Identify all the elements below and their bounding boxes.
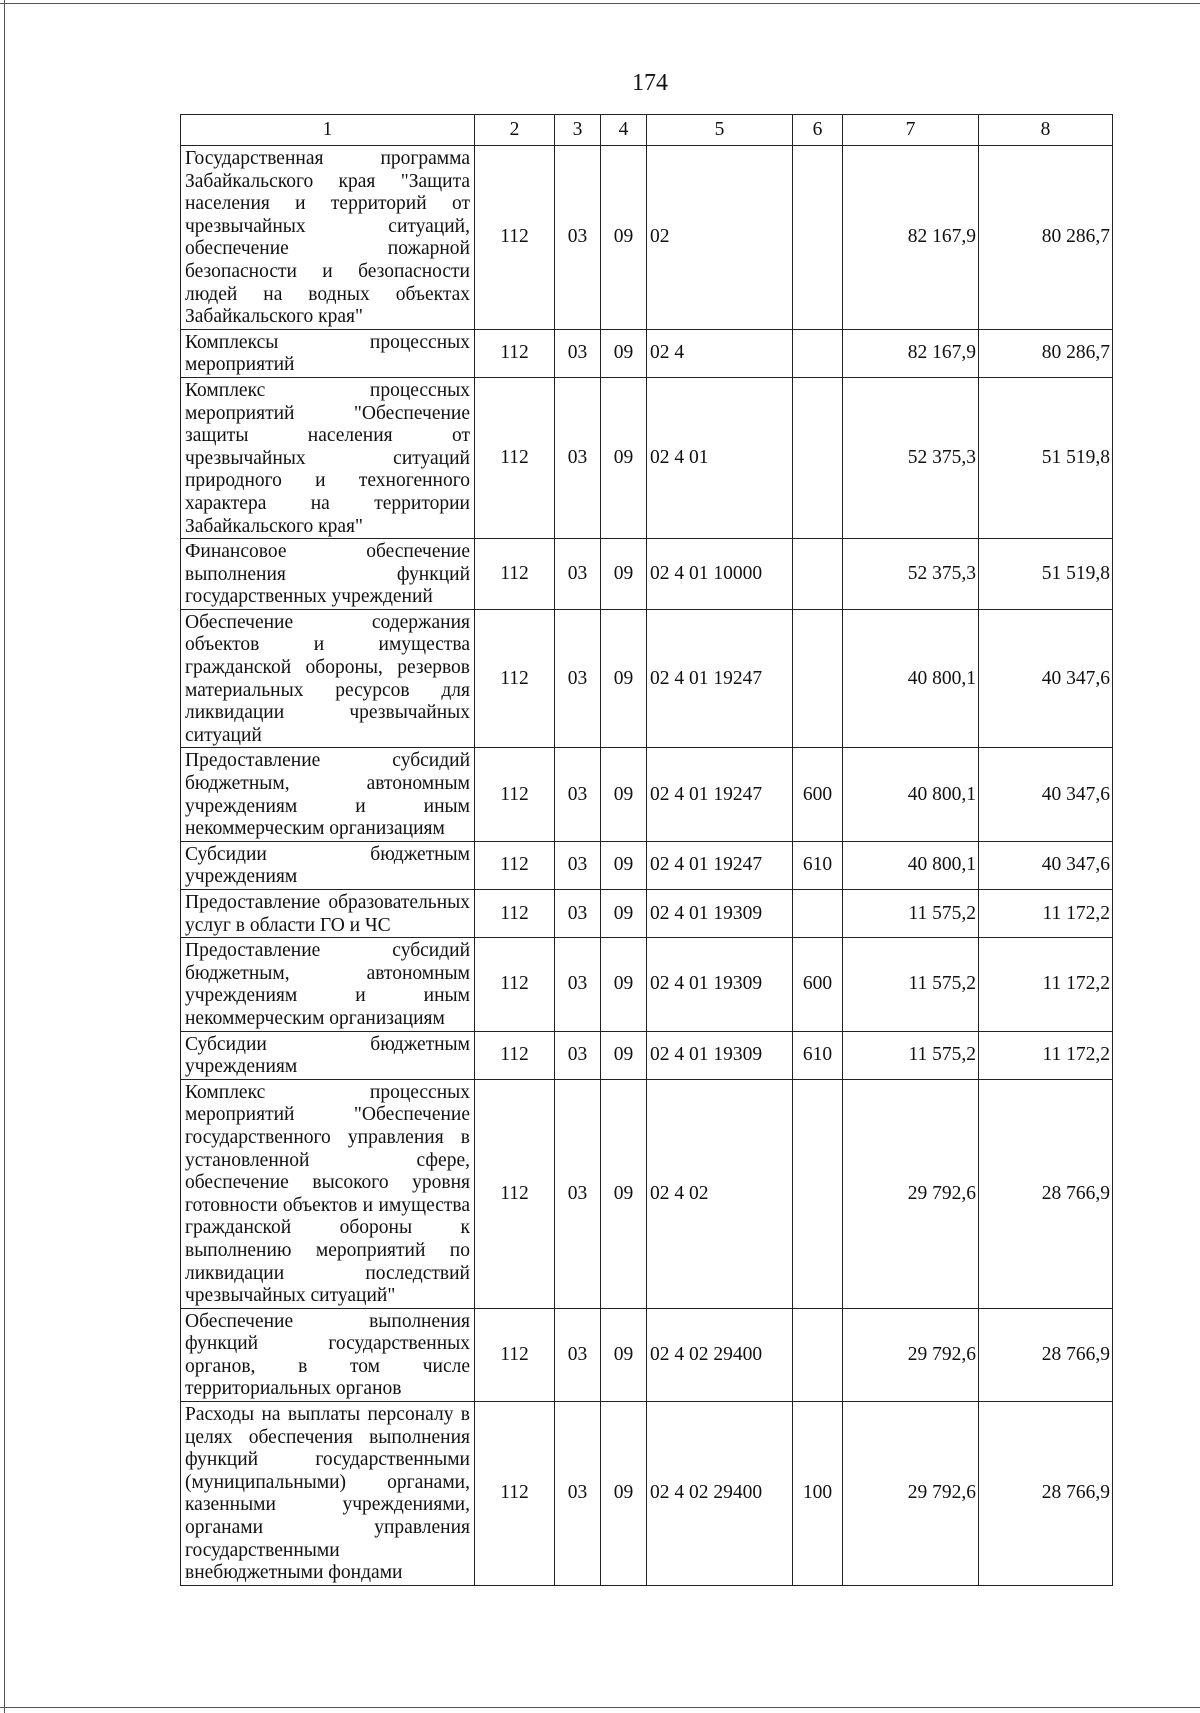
row-name: Комплекс процессных мероприятий "Обеспечение государственного управления в установленной сфере, обеспечение высокого уровня готовности объектов и имущества гражданской обороны к выполнению мероприятий по ликвидации последствий чрезвычайных ситуаций": [181, 1079, 475, 1308]
row-col4: 09: [601, 748, 647, 841]
header-cell-7: 7: [843, 115, 979, 146]
row-col7: 29 792,6: [843, 1402, 979, 1586]
row-col4: 09: [601, 841, 647, 889]
row-col5: 02 4 02 29400: [647, 1402, 793, 1586]
header-cell-8: 8: [979, 115, 1113, 146]
row-col3: 03: [555, 938, 601, 1031]
row-col6: 610: [793, 841, 843, 889]
scan-edge-bottom: [0, 1707, 1200, 1708]
row-col8: 11 172,2: [979, 890, 1113, 938]
row-col7: 40 800,1: [843, 609, 979, 748]
row-col8: 40 347,6: [979, 748, 1113, 841]
row-name: Обеспечение выполнения функций государственных органов, в том числе территориальных органов: [181, 1308, 475, 1401]
table-row: [181, 539, 1113, 610]
row-col5: 02 4 01 19309: [647, 938, 793, 1031]
row-col5: 02 4: [647, 329, 793, 377]
row-col6: 600: [793, 748, 843, 841]
table-row: [181, 1402, 1113, 1586]
row-col8: 28 766,9: [979, 1308, 1113, 1401]
budget-table: [180, 114, 1113, 1586]
row-name: Субсидии бюджетным учреждениям: [181, 841, 475, 889]
row-col8: 11 172,2: [979, 938, 1113, 1031]
table-row: [181, 609, 1113, 748]
row-col2: 112: [475, 146, 555, 330]
row-col4: 09: [601, 1031, 647, 1079]
row-col2: 112: [475, 938, 555, 1031]
row-col2: 112: [475, 1308, 555, 1401]
header-cell-6: 6: [793, 115, 843, 146]
scan-edge-top: [0, 3, 1200, 4]
table-row: [181, 1079, 1113, 1308]
row-col5: 02 4 01 19309: [647, 1031, 793, 1079]
row-col3: 03: [555, 377, 601, 538]
table-row: [181, 938, 1113, 1031]
row-col2: 112: [475, 1031, 555, 1079]
row-col3: 03: [555, 841, 601, 889]
row-col2: 112: [475, 841, 555, 889]
row-col3: 03: [555, 609, 601, 748]
row-col8: 11 172,2: [979, 1031, 1113, 1079]
row-col3: 03: [555, 1031, 601, 1079]
row-col2: 112: [475, 1402, 555, 1586]
row-col3: 03: [555, 1079, 601, 1308]
row-col4: 09: [601, 329, 647, 377]
row-name: Государственная программа Забайкальского края "Защита населения и территорий от чрезвычайных ситуаций, обеспечение пожарной безопасности и безопасности людей на водных объектах Забайкальского края": [181, 146, 475, 330]
row-name: Обеспечение содержания объектов и имущества гражданской обороны, резервов материальных ресурсов для ликвидации чрезвычайных ситуаций: [181, 609, 475, 748]
row-col3: 03: [555, 1402, 601, 1586]
row-col5: 02 4 02: [647, 1079, 793, 1308]
row-col2: 112: [475, 1079, 555, 1308]
table-row: [181, 841, 1113, 889]
row-col5: 02 4 01 19247: [647, 841, 793, 889]
row-col8: 28 766,9: [979, 1079, 1113, 1308]
row-col4: 09: [601, 539, 647, 610]
row-col8: 51 519,8: [979, 539, 1113, 610]
row-col5: 02 4 01 19247: [647, 748, 793, 841]
row-col2: 112: [475, 377, 555, 538]
row-col6: 610: [793, 1031, 843, 1079]
row-name: Комплексы процессных мероприятий: [181, 329, 475, 377]
row-col3: 03: [555, 1308, 601, 1401]
header-cell-1: 1: [181, 115, 475, 146]
row-col4: 09: [601, 146, 647, 330]
table-row: [181, 1308, 1113, 1401]
page-number: 174: [632, 70, 668, 96]
row-col6: [793, 890, 843, 938]
row-col3: 03: [555, 890, 601, 938]
header-row: [181, 115, 1113, 146]
row-col2: 112: [475, 748, 555, 841]
row-col7: 11 575,2: [843, 890, 979, 938]
row-col7: 11 575,2: [843, 938, 979, 1031]
row-col5: 02: [647, 146, 793, 330]
row-col3: 03: [555, 329, 601, 377]
row-name: Субсидии бюджетным учреждениям: [181, 1031, 475, 1079]
row-col4: 09: [601, 938, 647, 1031]
table-row: [181, 748, 1113, 841]
row-name: Расходы на выплаты персоналу в целях обеспечения выполнения функций государственными (муниципальными) органами, казенными учреждениями, органами управления государственными внебюджетными фондами: [181, 1402, 475, 1586]
row-col8: 28 766,9: [979, 1402, 1113, 1586]
row-col4: 09: [601, 890, 647, 938]
row-col6: 600: [793, 938, 843, 1031]
row-col7: 29 792,6: [843, 1079, 979, 1308]
row-col4: 09: [601, 1079, 647, 1308]
row-col3: 03: [555, 146, 601, 330]
row-name: Предоставление субсидий бюджетным, автономным учреждениям и иным некоммерческим организациям: [181, 748, 475, 841]
scan-edge-left: [4, 0, 5, 1713]
row-col6: [793, 1079, 843, 1308]
row-col5: 02 4 02 29400: [647, 1308, 793, 1401]
row-col6: [793, 1308, 843, 1401]
row-col6: [793, 377, 843, 538]
row-name: Комплекс процессных мероприятий "Обеспечение защиты населения от чрезвычайных ситуаций природного и техногенного характера на территории Забайкальского края": [181, 377, 475, 538]
row-col3: 03: [555, 539, 601, 610]
row-col2: 112: [475, 890, 555, 938]
table-row: [181, 1031, 1113, 1079]
row-col4: 09: [601, 1402, 647, 1586]
row-col7: 11 575,2: [843, 1031, 979, 1079]
row-col5: 02 4 01 19247: [647, 609, 793, 748]
header-cell-4: 4: [601, 115, 647, 146]
row-col6: [793, 146, 843, 330]
row-col8: 40 347,6: [979, 841, 1113, 889]
row-col3: 03: [555, 748, 601, 841]
header-cell-5: 5: [647, 115, 793, 146]
row-col7: 40 800,1: [843, 841, 979, 889]
row-col7: 82 167,9: [843, 329, 979, 377]
row-col8: 40 347,6: [979, 609, 1113, 748]
table-row: [181, 377, 1113, 538]
row-col5: 02 4 01 19309: [647, 890, 793, 938]
row-col6: 100: [793, 1402, 843, 1586]
row-col8: 80 286,7: [979, 329, 1113, 377]
row-col7: 52 375,3: [843, 539, 979, 610]
row-col6: [793, 539, 843, 610]
row-col2: 112: [475, 329, 555, 377]
row-col7: 52 375,3: [843, 377, 979, 538]
row-col5: 02 4 01 10000: [647, 539, 793, 610]
row-col2: 112: [475, 539, 555, 610]
header-cell-3: 3: [555, 115, 601, 146]
row-col8: 80 286,7: [979, 146, 1113, 330]
row-col6: [793, 609, 843, 748]
header-cell-2: 2: [475, 115, 555, 146]
table-row: [181, 329, 1113, 377]
row-col7: 82 167,9: [843, 146, 979, 330]
row-col5: 02 4 01: [647, 377, 793, 538]
row-col8: 51 519,8: [979, 377, 1113, 538]
row-col4: 09: [601, 377, 647, 538]
row-col7: 29 792,6: [843, 1308, 979, 1401]
row-col2: 112: [475, 609, 555, 748]
row-col4: 09: [601, 609, 647, 748]
row-name: Предоставление субсидий бюджетным, автономным учреждениям и иным некоммерческим организациям: [181, 938, 475, 1031]
row-col4: 09: [601, 1308, 647, 1401]
row-col6: [793, 329, 843, 377]
table-row: [181, 890, 1113, 938]
row-name: Предоставление образовательных услуг в области ГО и ЧС: [181, 890, 475, 938]
row-col7: 40 800,1: [843, 748, 979, 841]
row-name: Финансовое обеспечение выполнения функций государственных учреждений: [181, 539, 475, 610]
table-row: [181, 146, 1113, 330]
